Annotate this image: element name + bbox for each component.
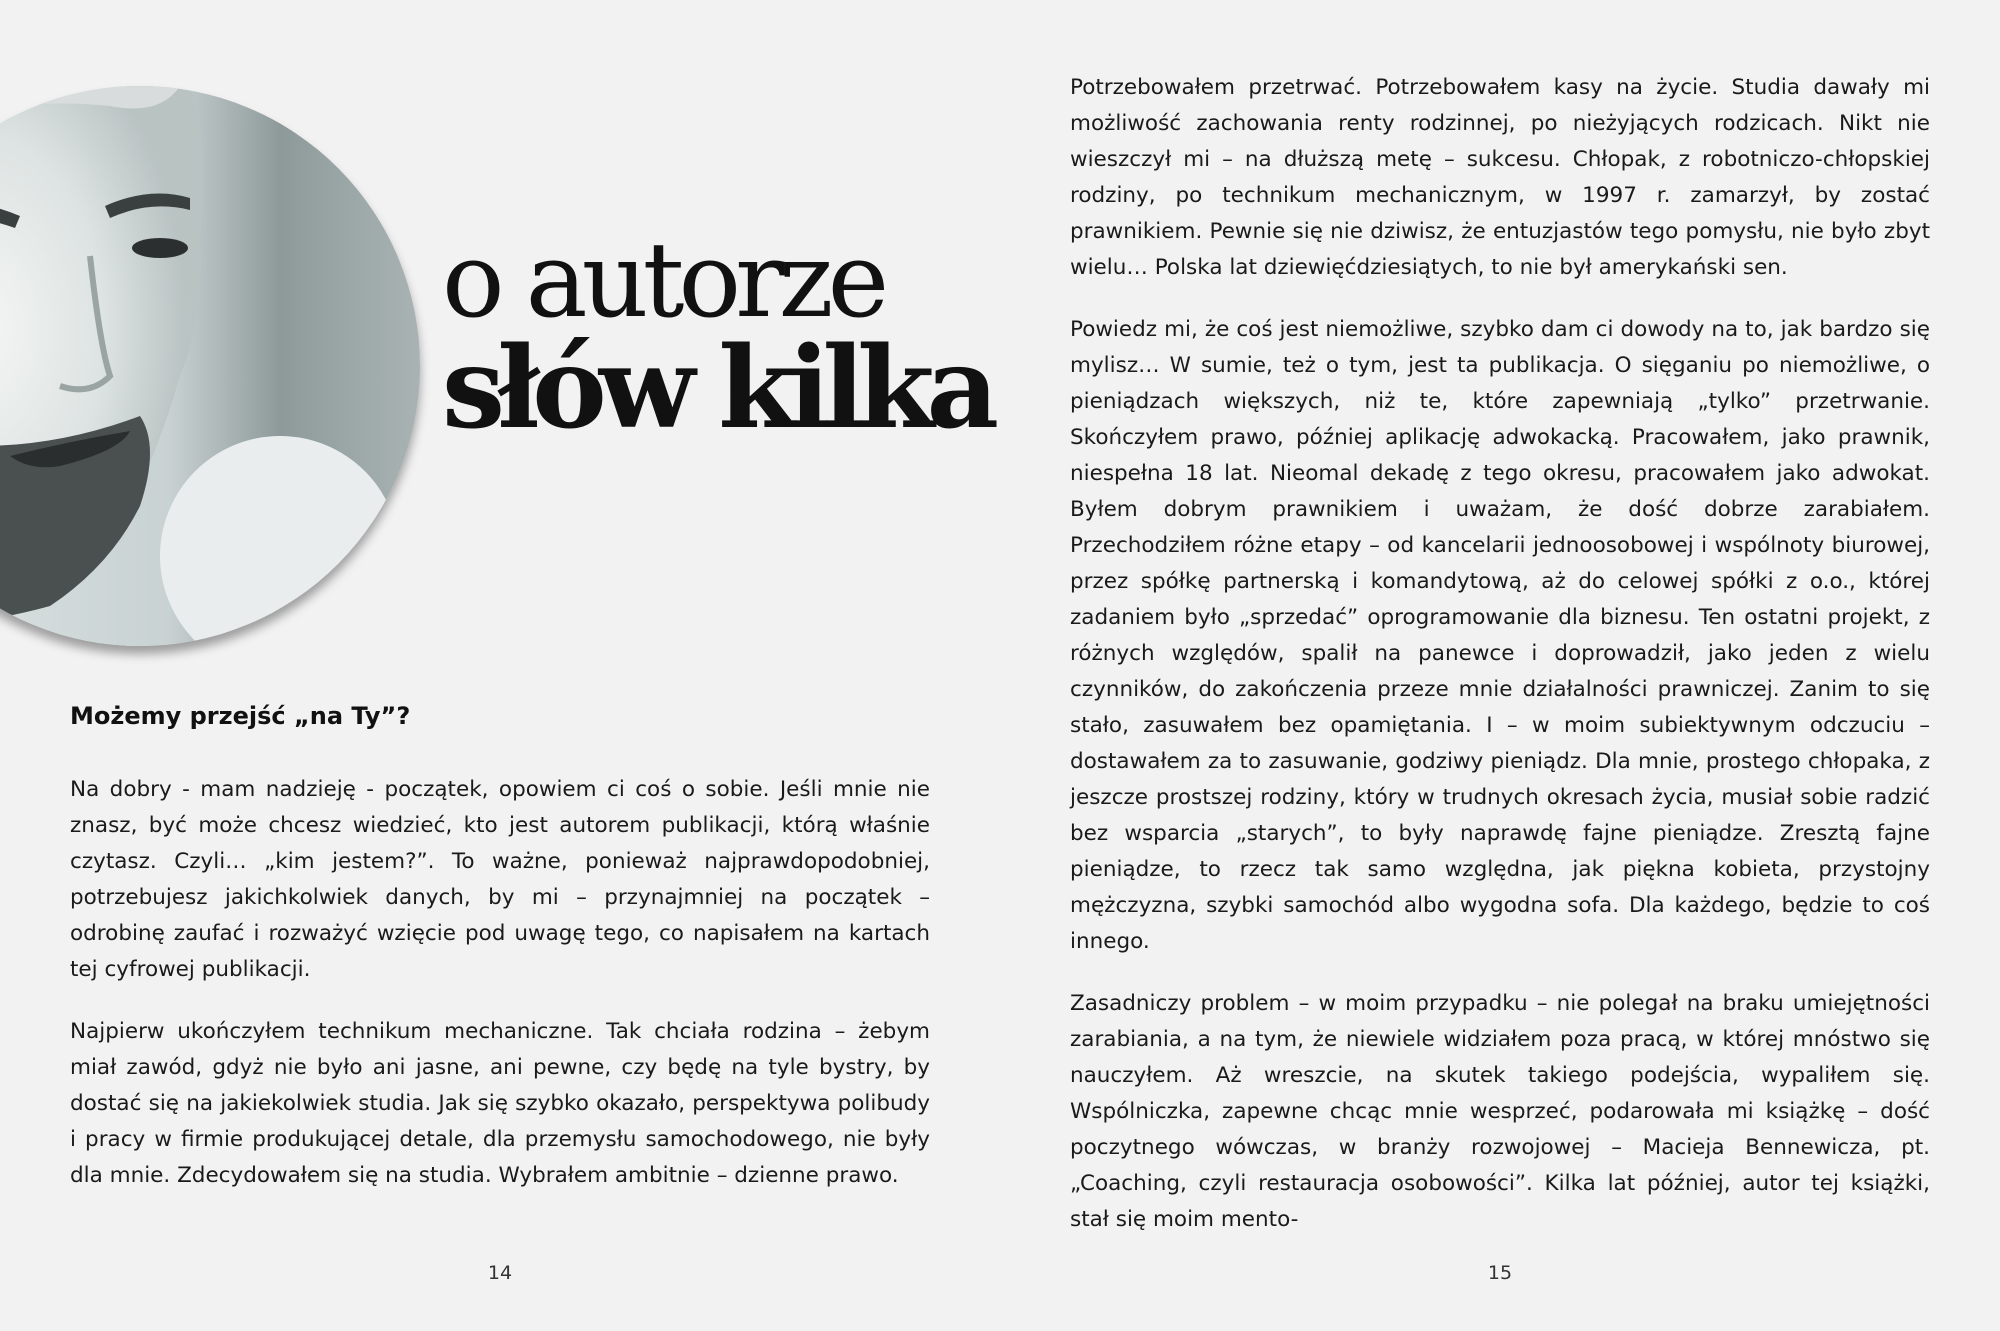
author-portrait-photo (0, 86, 420, 646)
right-page-text-column (1070, 70, 1930, 1264)
paragraph: Powiedz mi, że coś jest niemożliwe, szybko dam ci dowody na to, jak bardzo się mylisz… W sumie, też o tym, jest ta publikacja. O sięganiu po niemożliwe, o pieniądzach większych, niż te, które zapewniają „tylko” przetrwanie. Skończyłem prawo, później aplikację adwokacką. Pracowałem, jako prawnik, niespełna 18 lat. Nieomal dekadę z tego okresu, pracowałem jako adwokat. Byłem dobrym prawnikiem i uważam, że dość dobrze zarabiałem. Przechodziłem różne etapy – od kancelarii jednoosobowej i wspólnoty biurowej, przez spółkę partnerską i komandytową, aż do celowej spółki z o.o., której zadaniem było „sprzedać” oprogramowanie dla biznesu. Ten ostatni projekt, z różnych względów, spalił na panewce i doprowadził, jako jeden z wielu czynników, do zakończenia przeze mnie działalności prawniczej. Zanim to się stało, zasuwałem bez opamiętania. I – w moim subiektywnym odczuciu – dostawałem za to zasuwanie, godziwy pieniądz. Dla mnie, prostego chłopaka, z jeszcze prostszej rodziny, który w trudnych okresach życia, musiał sobie radzić bez wsparcia „starych”, to były naprawdę fajne pieniądze. Zresztą fajne pieniądze, to rzecz tak samo względna, jak piękna kobieta, przystojny mężczyzna, szybki samochód albo wygodna sofa. Dla każdego, będzie to coś innego. (1070, 317, 1930, 954)
section-subheading: Możemy przejść „na Ty”? (70, 702, 411, 730)
chapter-title-line1: o autorze (442, 219, 884, 341)
paragraph: Na dobry - mam nadzieję - początek, opowiem ci coś o sobie. Jeśli mnie nie znasz, być może chcesz wiedzieć, kto jest autorem publikacji, którą właśnie czytasz. Czyli… „kim jestem?”. To ważne, ponieważ najprawdopodobniej, potrzebujesz jakichkolwiek danych, by mi – przynajmniej na początek – odrobinę zaufać i rozważyć wzięcie pod uwagę tego, co napisałem na kartach tej cyfrowej publikacji. (70, 777, 930, 982)
paragraph: Zasadniczy problem – w moim przypadku – nie polegał na braku umiejętności zarabiania, a na tym, że niewiele widziałem poza pracą, w której mnóstwo się nauczyłem. Aż wreszcie, na skutek takiego podejścia, wypaliłem się. Wspólniczka, zapewne chcąc mnie wesprzeć, podarowała mi książkę – dość poczytnego wówczas, w branży rozwojowej – Macieja Bennewicza, pt. „Coaching, czyli restauracja osobowości”. Kilka lat później, autor tej książki, stał się moim mento- (1070, 991, 1930, 1232)
chapter-title (442, 219, 992, 454)
page-number-left: 14 (487, 1262, 513, 1284)
paragraph: Potrzebowałem przetrwać. Potrzebowałem kasy na życie. Studia dawały mi możliwość zachowania renty rodzinnej, po nieżyjących rodzicach. Nikt nie wieszczył mi – na dłuższą metę – sukcesu. Chłopak, z robotniczo-chłopskiej rodziny, po technikum mechanicznym, w 1997 r. zamarzył, by zostać prawnikiem. Pewnie się nie dziwisz, że entuzjastów tego pomysłu, nie było zbyt wielu… Polska lat dziewięćdziesiątych, to nie był amerykański sen. (1070, 75, 1930, 280)
chapter-title-line2: słów kilka (442, 323, 992, 454)
page-number-right: 15 (1487, 1262, 1513, 1284)
paragraph: Najpierw ukończyłem technikum mechaniczne. Tak chciała rodzina – żebym miał zawód, gdyż nie było ani jasne, ani pewne, czy będę na tyle bystry, by dostać się na jakiekolwiek studia. Jak się szybko okazało, perspektywa polibudy i pracy w firmie produkującej detale, dla przemysłu samochodowego, nie były dla mnie. Zdecydowałem się na studia. Wybrałem ambitnie – dzienne prawo. (70, 1019, 930, 1188)
left-page-text-column (70, 700, 930, 1220)
